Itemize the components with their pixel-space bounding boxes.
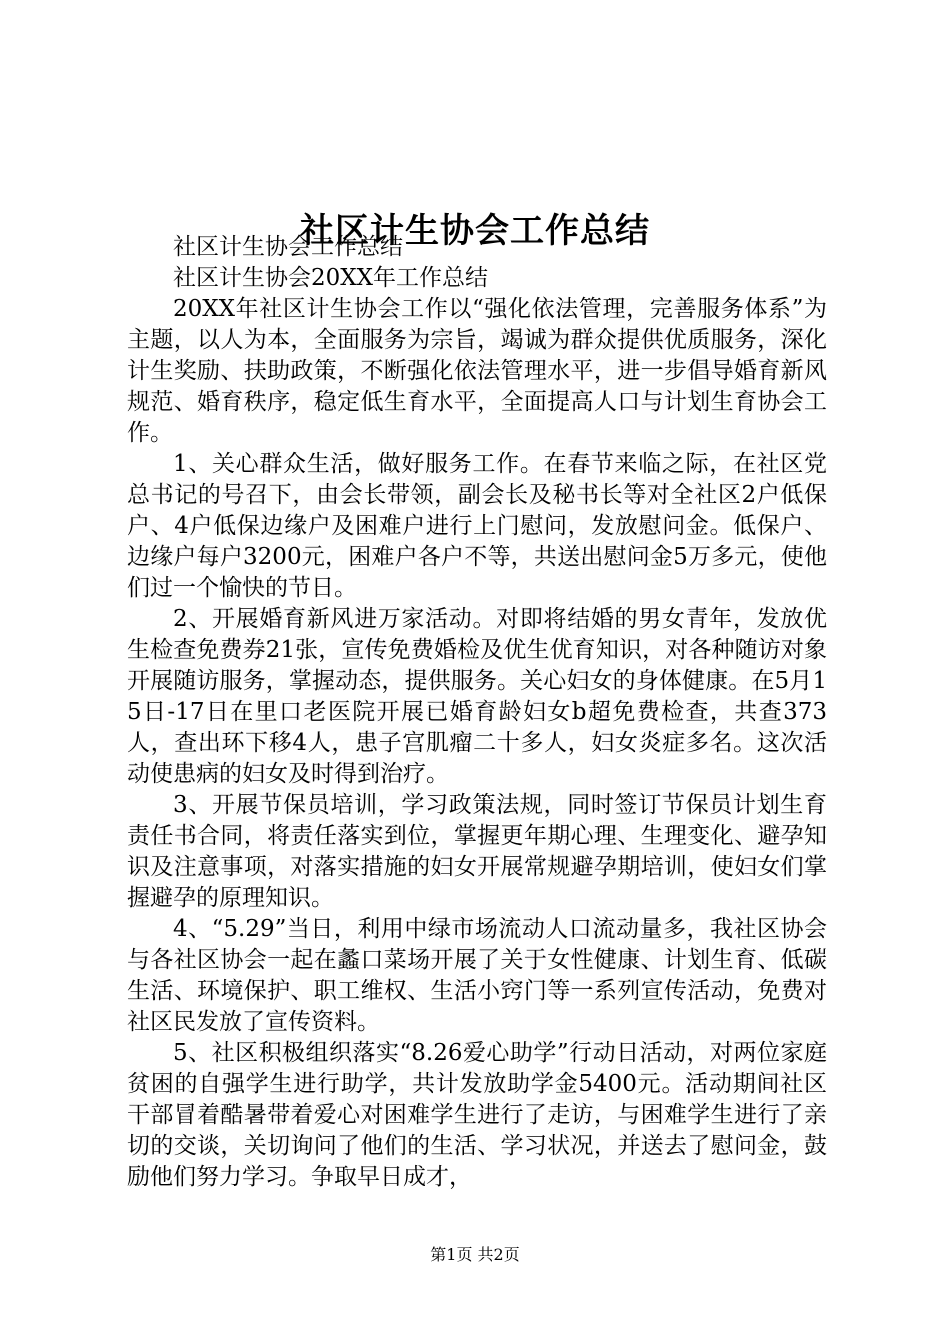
paragraph-subheading: 社区计生协会20XX年工作总结	[173, 265, 489, 291]
document-body	[127, 232, 827, 1193]
paragraph-item-3: 3、开展节保员培训，学习政策法规，同时签订节保员计划生育责任书合同，将责任落实到位，掌握更年期心理、生理变化、避孕知识及注意事项，对落实措施的妇女开展常规避孕期培训，使妇女们掌握避孕的原理知识。	[127, 792, 827, 911]
paragraph-item-4: 4、“5.29”当日，利用中绿市场流动人口流动量多，我社区协会与各社区协会一起在蠡口菜场开展了关于女性健康、计划生育、低碳生活、环境保护、职工维权、生活小窍门等一系列宣传活动，免费对社区民发放了宣传资料。	[127, 916, 827, 1035]
document-title: 社区计生协会工作总结	[300, 210, 650, 251]
paragraph-item-1: 1、关心群众生活，做好服务工作。在春节来临之际，在社区党总书记的号召下，由会长带领，副会长及秘书长等对全社区2户低保户、4户低保边缘户及困难户进行上门慰问，发放慰问金。低保户、边缘户每户3200元，困难户各户不等，共送出慰问金5万多元，使他们过一个愉快的节日。	[127, 451, 827, 601]
paragraph-intro: 20XX年社区计生协会工作以“强化依法管理，完善服务体系”为主题，以人为本，全面服务为宗旨，竭诚为群众提供优质服务，深化计生奖励、扶助政策，不断强化依法管理水平，进一步倡导婚育新风规范、婚育秩序，稳定低生育水平，全面提高人口与计划生育协会工作。	[127, 296, 827, 446]
paragraph-item-5: 5、社区积极组织落实“8.26爱心助学”行动日活动，对两位家庭贫困的自强学生进行助学，共计发放助学金5400元。活动期间社区干部冒着酷暑带着爱心对困难学生进行了走访，与困难学生进行了亲切的交谈，关切询问了他们的生活、学习状况，并送去了慰问金，鼓励他们努力学习。争取早日成才，	[127, 1040, 827, 1190]
page-number-footer: 第1页 共2页	[430, 1245, 520, 1264]
paragraph-heading: 社区计生协会工作总结	[173, 234, 403, 260]
paragraph-item-2: 2、开展婚育新风进万家活动。对即将结婚的男女青年，发放优生检查免费券21张，宣传免费婚检及优生优育知识，对各种随访对象开展随访服务，掌握动态，提供服务。关心妇女的身体健康。在5月15日-17日在里口老医院开展已婚育龄妇女b超免费检查，共查373人，查出环下移4人，患子宫肌瘤二十多人，妇女炎症多名。这次活动使患病的妇女及时得到治疗。	[127, 606, 827, 787]
